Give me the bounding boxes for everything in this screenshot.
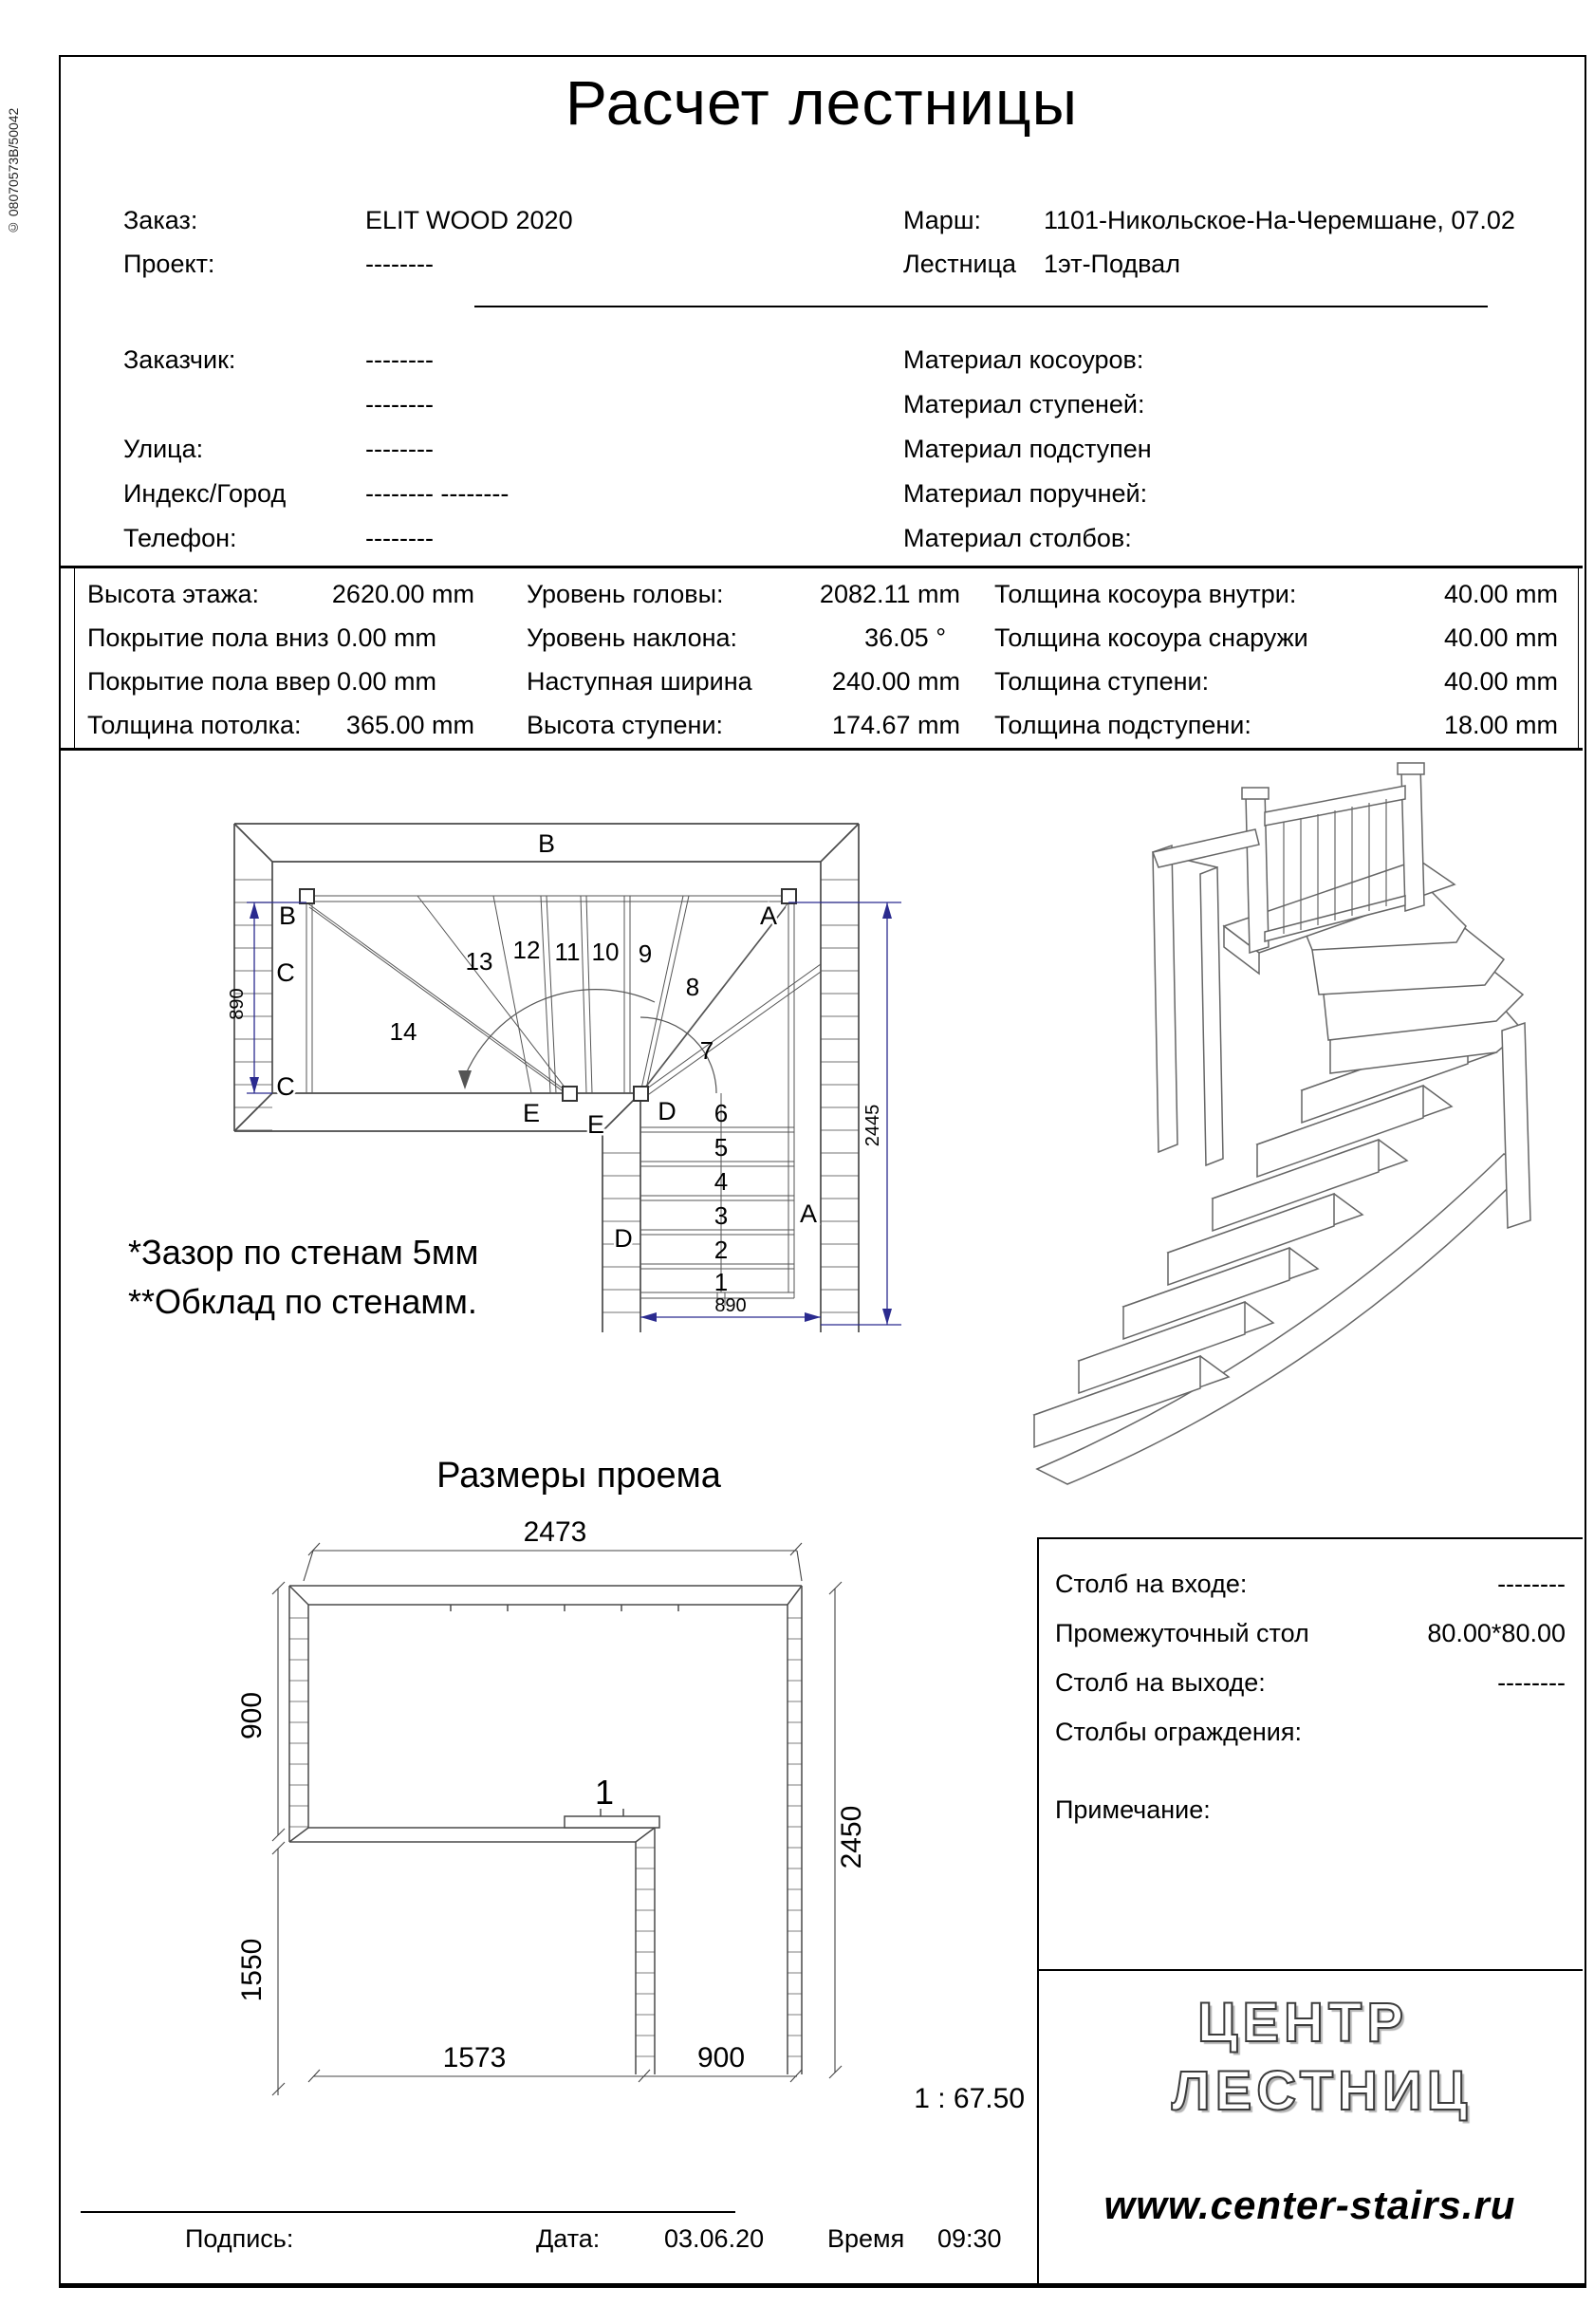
svg-text:A: A (799, 1199, 818, 1228)
param-value: 0.00 mm (336, 667, 436, 696)
opening-step-label: 1 (594, 1773, 615, 1812)
svg-text:B: B (278, 902, 297, 930)
param-label: Толщина подступени: (994, 711, 1251, 739)
svg-text:7: 7 (699, 1036, 714, 1065)
param-label: Покрытие пола вниз (87, 623, 329, 652)
copyright-vertical-text: © 08070573B/50042 (6, 107, 21, 235)
param-label: Толщина косоура снаружи (994, 623, 1308, 652)
phone-value: -------- (365, 524, 434, 552)
note-cladding: **Обклад по стенамм. (128, 1282, 477, 1321)
param-value: 36.05 ° (864, 623, 946, 652)
svg-text:10: 10 (591, 938, 620, 966)
param-value: 0.00 mm (336, 623, 436, 652)
svg-text:B: B (537, 829, 556, 858)
customer-label: Заказчик: (123, 345, 236, 374)
svg-text:4: 4 (714, 1167, 729, 1196)
time-value: 09:30 (937, 2224, 1002, 2253)
opening-first-step (565, 1809, 659, 1828)
customer-value: -------- (365, 345, 434, 374)
page-title: Расчет лестницы (565, 67, 1079, 138)
svg-text:5: 5 (714, 1133, 729, 1162)
param-label: Высота этажа: (87, 580, 260, 608)
params-right-border (1578, 566, 1579, 750)
material-posts-label: Материал столбов: (903, 524, 1132, 552)
svg-text:8: 8 (685, 973, 700, 1001)
svg-text:A: A (759, 902, 778, 930)
city-value: -------- -------- (365, 479, 510, 508)
opening-drawing (232, 1515, 897, 2103)
phone-label: Телефон: (123, 524, 237, 552)
street-value: -------- (365, 435, 434, 463)
svg-text:E: E (586, 1110, 605, 1139)
post-exit-value: -------- (1497, 1668, 1566, 1697)
time-label: Время (827, 2224, 905, 2253)
param-value: 18.00 mm (1443, 711, 1558, 739)
param-label: Толщина потолка: (87, 711, 302, 739)
param-label: Уровень наклона: (527, 623, 738, 652)
logo-line-2: ЛЕСТНИЦ (1171, 2060, 1473, 2122)
panel-top-border (1037, 1537, 1583, 1539)
svg-text:14: 14 (389, 1017, 417, 1046)
logo-line-1: ЦЕНТР (1196, 1992, 1409, 2054)
customer-value-2: -------- (365, 390, 434, 418)
city-label: Индекс/Город (123, 479, 287, 508)
march-value: 1101-Никольское-На-Черемшане, 07.02 (1044, 206, 1515, 234)
order-value: ELIT WOOD 2020 (365, 206, 573, 234)
march-label: Марш: (903, 206, 981, 234)
svg-text:3: 3 (714, 1201, 729, 1230)
svg-text:2450: 2450 (836, 1805, 867, 1869)
params-top-border (59, 566, 1583, 568)
panel-logo-divider (1037, 1969, 1583, 1971)
svg-text:890: 890 (714, 1295, 747, 1316)
note-label: Примечание: (1055, 1795, 1211, 1824)
post-entry-value: -------- (1497, 1570, 1566, 1598)
param-value: 365.00 mm (345, 711, 474, 739)
opening-walls (289, 1605, 802, 2074)
param-value: 2082.11 mm (819, 580, 960, 608)
project-value: -------- (365, 250, 434, 278)
opening-dimension-lines (272, 1543, 842, 2095)
date-label: Дата: (536, 2224, 601, 2253)
svg-text:2445: 2445 (862, 1104, 883, 1147)
opening-title: Размеры проема (436, 1456, 721, 1496)
header-divider (474, 306, 1488, 307)
param-label: Толщина ступени: (994, 667, 1210, 696)
material-treads-label: Материал ступеней: (903, 390, 1145, 418)
svg-text:1573: 1573 (442, 2042, 507, 2073)
param-value: 174.67 mm (831, 711, 960, 739)
svg-text:C: C (276, 958, 295, 987)
param-label: Наступная ширина (527, 667, 752, 696)
panel-left-border (1037, 1537, 1039, 2285)
post-exit-label: Столб на выходе: (1055, 1668, 1266, 1697)
param-label: Уровень головы: (527, 580, 724, 608)
svg-text:890: 890 (227, 988, 248, 1020)
post-intermediate-value: 80.00*80.00 (1427, 1619, 1566, 1647)
svg-text:9: 9 (638, 939, 653, 968)
svg-text:1: 1 (714, 1268, 729, 1296)
svg-text:900: 900 (696, 2042, 746, 2073)
opening-dimension-values (236, 1516, 867, 2073)
drawing-scale: 1 : 67.50 (914, 2083, 1025, 2114)
param-value: 40.00 mm (1443, 580, 1558, 608)
plan-entry-arrow (458, 1070, 472, 1089)
svg-text:2473: 2473 (523, 1516, 587, 1548)
param-label: Толщина косоура внутри: (994, 580, 1297, 608)
svg-text:D: D (658, 1097, 677, 1125)
param-value: 2620.00 mm (331, 580, 474, 608)
svg-text:900: 900 (236, 1691, 268, 1740)
material-stringers-label: Материал косоуров: (903, 345, 1144, 374)
svg-text:12: 12 (512, 936, 541, 964)
material-handrails-label: Материал поручней: (903, 479, 1148, 508)
signature-line (81, 2211, 735, 2213)
street-label: Улица: (123, 435, 204, 463)
project-label: Проект: (123, 250, 215, 278)
params-left-border (74, 566, 75, 750)
post-intermediate-label: Промежуточный стол (1055, 1619, 1309, 1647)
param-label: Высота ступени: (527, 711, 724, 739)
plan-winder-steps (306, 896, 821, 1099)
svg-text:C: C (276, 1072, 295, 1101)
date-value: 03.06.20 (664, 2224, 765, 2253)
plan-view-drawing (152, 812, 911, 1363)
signature-label: Подпись: (185, 2224, 294, 2253)
param-value: 40.00 mm (1443, 667, 1558, 696)
svg-text:2: 2 (714, 1236, 729, 1264)
param-label: Покрытие пола ввер (87, 667, 331, 696)
stair-3d-drawing (1010, 746, 1580, 1491)
order-label: Заказ: (123, 206, 198, 234)
logo-website: www.center-stairs.ru (1103, 2183, 1516, 2227)
post-railing-label: Столбы ограждения: (1055, 1718, 1302, 1746)
svg-text:D: D (614, 1224, 633, 1253)
svg-text:6: 6 (714, 1099, 729, 1127)
plan-stringer-letters (276, 829, 817, 1253)
param-value: 40.00 mm (1443, 623, 1558, 652)
material-risers-label: Материал подступен (903, 435, 1152, 463)
svg-text:11: 11 (554, 938, 581, 966)
post-entry-label: Столб на входе: (1055, 1570, 1248, 1598)
stair-label: Лестница (903, 250, 1017, 278)
svg-text:13: 13 (465, 947, 493, 976)
svg-text:E: E (522, 1099, 541, 1127)
param-value: 240.00 mm (831, 667, 960, 696)
note-gap: *Зазор по стенам 5мм (128, 1233, 479, 1272)
stair-value: 1эт-Подвал (1044, 250, 1180, 278)
svg-text:1550: 1550 (236, 1938, 268, 2002)
